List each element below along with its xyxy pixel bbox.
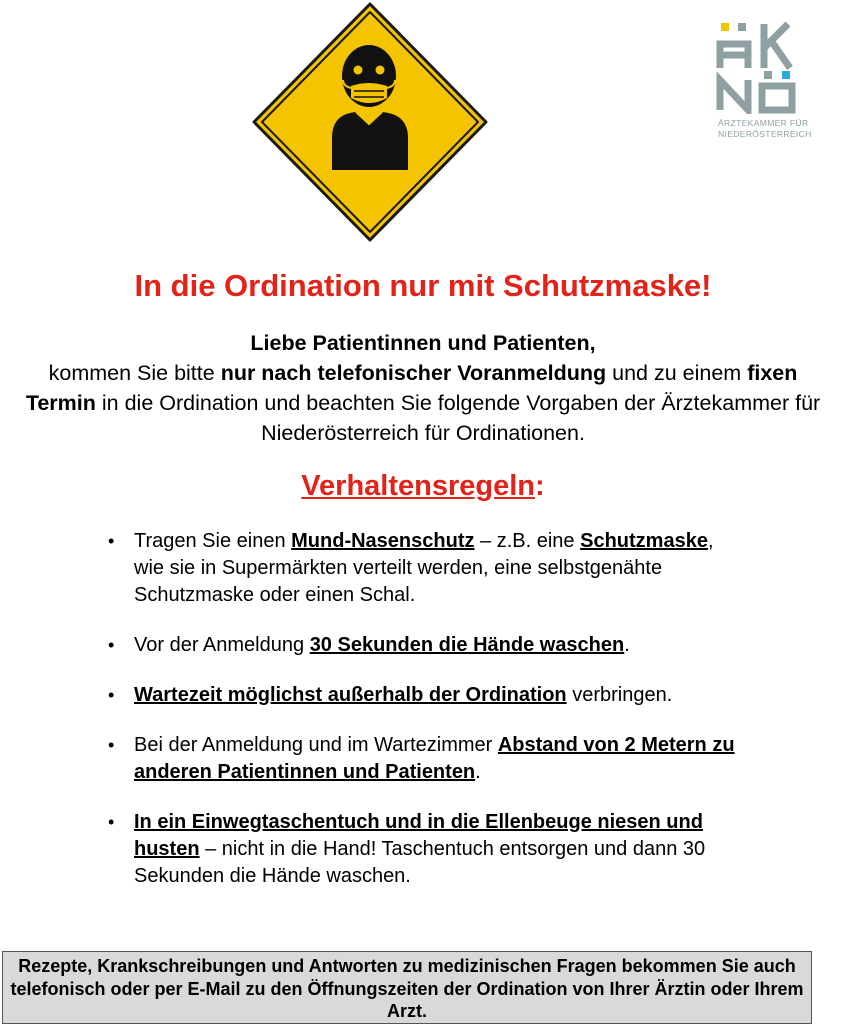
bullet: • [108,685,115,705]
rule-item-waiting [104,682,744,709]
rule-item-sneezing [104,809,744,890]
rule-emphasis: Mund-Nasenschutz [291,530,475,552]
rule-text: . [475,761,481,783]
bullet: • [108,635,115,655]
intro-text-part1: kommen Sie bitte [48,361,221,385]
rule-item-distance [104,732,744,786]
bullet: • [108,531,115,551]
rule-text: verbringen. [566,684,673,706]
rule-emphasis: Wartezeit möglichst außerhalb der Ordination [134,684,567,706]
intro-emphasis-voranmeldung: nur nach telefonischer Voranmeldung [220,361,607,385]
intro-emphasis-fixer-termin: fixen Termin [25,361,798,415]
rules-heading-colon: : [535,470,545,502]
rule-text: – nicht in die Hand! Taschentuch entsorgen und dann 30 Sekunden die Hände waschen. [134,838,706,887]
rule-text: Bei der Anmeldung und im Wartezimmer [134,734,498,756]
rule-item-handwashing [104,632,744,659]
page-title: In die Ordination nur mit Schutzmaske! [134,268,712,303]
footer-notice: Rezepte, Krankschreibungen und Antworten zu medizinischen Fragen bekommen Sie auch telefonisch oder per E-Mail zu den Öffnungszeiten der Ordination von Ihrer Ärztin oder Ihrem Arzt. [2,951,812,1024]
rule-text: . [624,634,630,656]
logo-text-line2: NIEDERÖSTERREICH [718,129,812,139]
greeting: Liebe Patientinnen und Patienten, [250,331,596,355]
rule-text: – z.B. eine [474,530,581,552]
rules-list [104,528,744,890]
intro-text [20,358,826,448]
aekno-logo [712,18,816,148]
rule-emphasis: 30 Sekunden die Hände waschen [309,634,625,656]
rule-emphasis: In ein Einwegtaschentuch und in die Ellenbeuge niesen und husten [134,811,703,860]
bullet: • [108,735,115,755]
rule-text: Vor der Anmeldung [134,634,310,656]
bullet: • [108,812,115,832]
aekno-logo-letters [712,18,816,114]
logo-text-line1: ÄRZTEKAMMER FÜR [718,118,809,128]
intro-paragraph [20,328,826,448]
rule-text: , wie sie in Supermärkten verteilt werden, eine selbstgenähte Schutzmaske oder einen Schal. [134,530,714,606]
masked-person-warning-sign-icon [250,0,490,244]
rule-text: Tragen Sie einen [134,530,292,552]
rule-emphasis: Schutzmaske [580,530,708,552]
rules-heading-text: Verhaltensregeln [301,470,536,502]
intro-text-part2: und zu einem [606,361,748,385]
rule-item-mask [104,528,744,609]
intro-text-part3: in die Ordination und beachten Sie folgende Vorgaben der Ärztekammer für Niederösterreich für Ordinationen. [95,391,821,445]
rules-heading [0,466,846,506]
rule-emphasis: Abstand von 2 Metern zu anderen Patientinnen und Patienten [134,734,735,783]
